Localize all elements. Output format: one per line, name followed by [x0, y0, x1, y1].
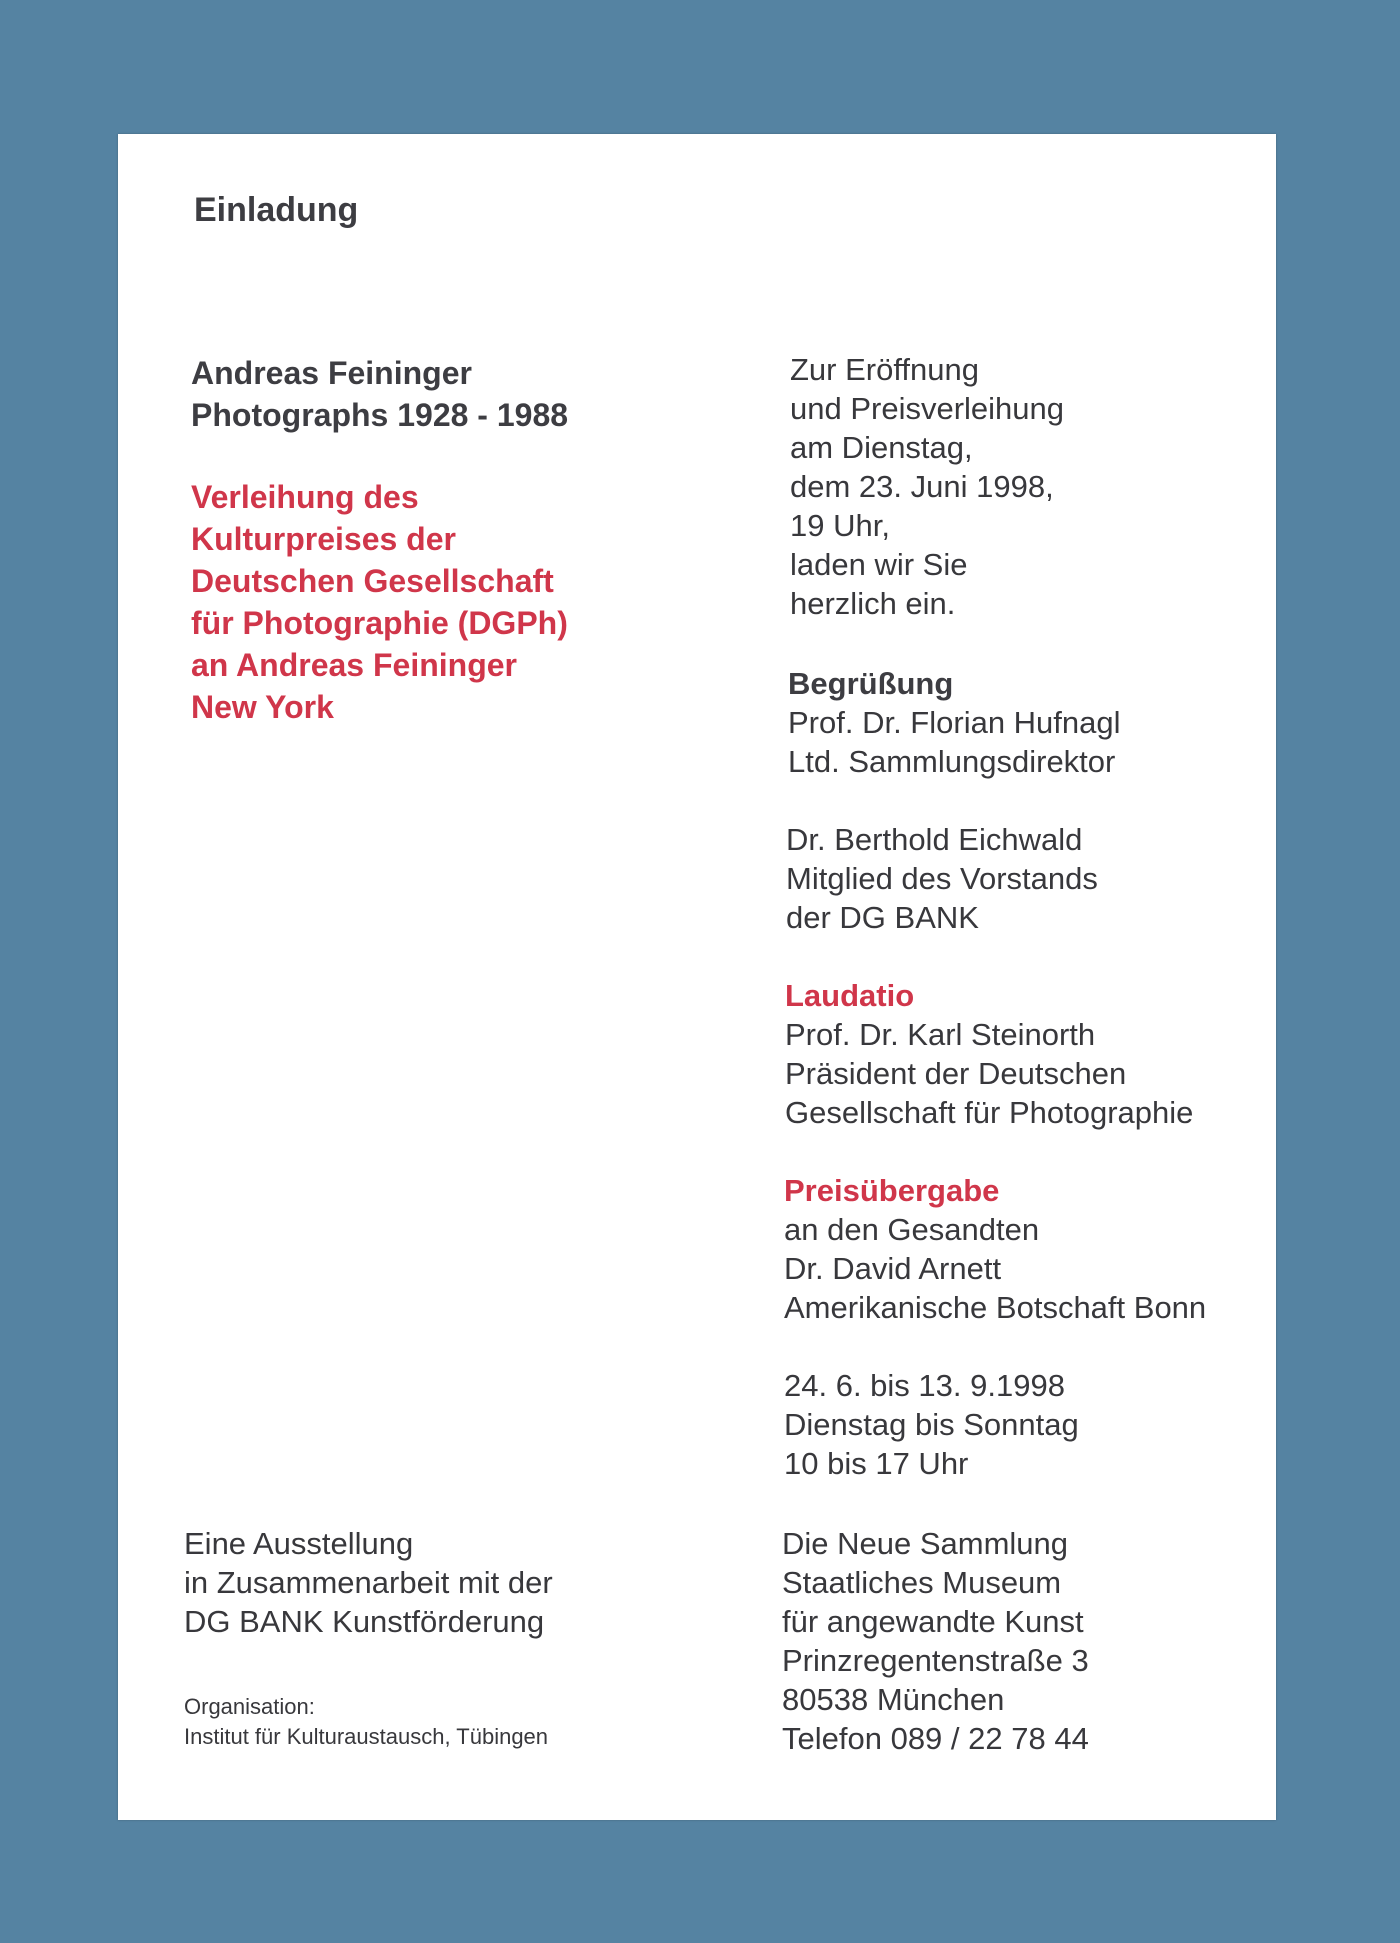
dates-line: Dienstag bis Sonntag	[784, 1407, 1079, 1442]
invitation-line: dem 23. Juni 1998,	[790, 469, 1054, 504]
award-line: Verleihung des	[191, 479, 419, 515]
laudatio-section	[785, 976, 1265, 1132]
greeting-speaker-line: Mitglied des Vorstands	[786, 861, 1098, 896]
award-line: Deutschen Gesellschaft	[191, 563, 554, 599]
venue-phone: Telefon 089 / 22 78 44	[782, 1721, 1089, 1756]
invitation-title: Einladung	[194, 191, 359, 229]
venue-line: Staatliches Museum	[782, 1565, 1062, 1600]
laudatio-line: Prof. Dr. Karl Steinorth	[785, 1017, 1096, 1052]
invitation-card	[118, 134, 1276, 1820]
award-handover-line: an den Gesandten	[784, 1212, 1040, 1247]
greeting-speaker-line: der DG BANK	[786, 900, 979, 935]
award-announcement	[191, 476, 661, 728]
organisation-credit	[184, 1692, 548, 1752]
invitation-line: 19 Uhr,	[790, 508, 890, 543]
award-handover-line: Dr. David Arnett	[784, 1251, 1002, 1286]
laudatio-line: Präsident der Deutschen	[785, 1056, 1127, 1091]
award-line: New York	[191, 689, 334, 725]
greeting-speaker-line: Dr. Berthold Eichwald	[786, 822, 1083, 857]
venue-address	[782, 1524, 1262, 1758]
invitation-line: am Dienstag,	[790, 430, 973, 465]
award-line: an Andreas Feininger	[191, 647, 517, 683]
exhibition-dates	[784, 1366, 1264, 1483]
dates-line: 10 bis 17 Uhr	[784, 1446, 969, 1481]
invitation-line: und Preisverleihung	[790, 391, 1065, 426]
venue-line: Die Neue Sammlung	[782, 1526, 1069, 1561]
venue-line: für angewandte Kunst	[782, 1604, 1084, 1639]
invitation-text	[790, 350, 1270, 623]
headline-line: Andreas Feininger	[191, 355, 472, 391]
exhibition-line: in Zusammenarbeit mit der	[184, 1565, 553, 1600]
greeting-heading: Begrüßung	[788, 666, 954, 701]
organisation-value: Institut für Kulturaustausch, Tübingen	[184, 1724, 549, 1749]
organisation-label: Organisation:	[184, 1694, 315, 1719]
dates-line: 24. 6. bis 13. 9.1998	[784, 1368, 1065, 1403]
laudatio-line: Gesellschaft für Photographie	[785, 1095, 1194, 1130]
exhibition-line: DG BANK Kunstförderung	[184, 1604, 545, 1639]
laudatio-heading: Laudatio	[785, 978, 915, 1013]
award-line: für Photographie (DGPh)	[191, 605, 568, 641]
exhibition-credit	[184, 1524, 553, 1641]
exhibition-headline	[191, 352, 661, 436]
award-handover-line: Amerikanische Botschaft Bonn	[784, 1290, 1207, 1325]
greeting-speaker-line: Prof. Dr. Florian Hufnagl	[788, 705, 1121, 740]
headline-line: Photographs 1928 - 1988	[191, 397, 569, 433]
invitation-line: Zur Eröffnung	[790, 352, 979, 387]
exhibition-line: Eine Ausstellung	[184, 1526, 414, 1561]
invitation-line: laden wir Sie	[790, 547, 968, 582]
venue-line: 80538 München	[782, 1682, 1005, 1717]
greeting-section	[788, 664, 1268, 781]
greeting-speaker-line: Ltd. Sammlungsdirektor	[788, 744, 1116, 779]
award-line: Kulturpreises der	[191, 521, 456, 557]
greeting-second-speaker	[786, 820, 1266, 937]
invitation-line: herzlich ein.	[790, 586, 956, 621]
award-handover-section	[784, 1171, 1264, 1327]
award-handover-heading: Preisübergabe	[784, 1173, 1000, 1208]
venue-line: Prinzregentenstraße 3	[782, 1643, 1089, 1678]
